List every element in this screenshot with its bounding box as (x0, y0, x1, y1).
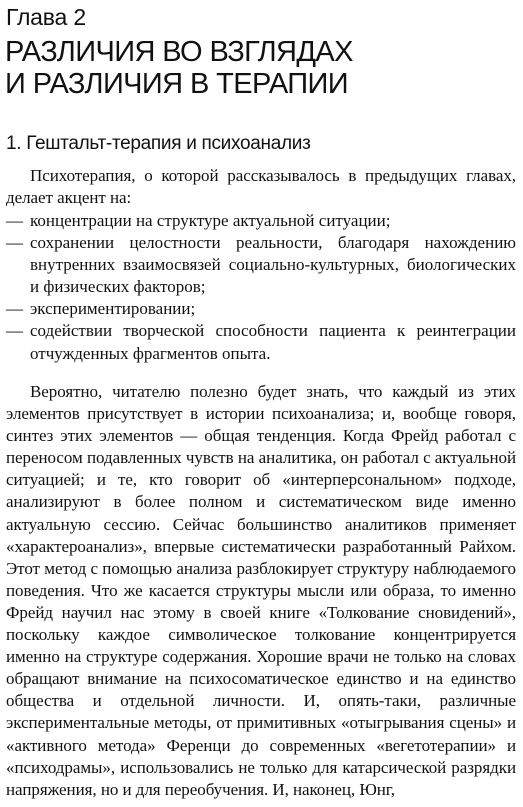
list-dash: — (6, 211, 23, 230)
list-dash: — (6, 321, 23, 341)
chapter-title-line-1: РАЗЛИЧИЯ ВО ВЗГЛЯДАХ (5, 36, 353, 68)
intro-paragraph (6, 165, 516, 209)
list-item (6, 298, 516, 320)
list-item-text: экспериментировании; (30, 299, 196, 319)
list-dash: — (6, 299, 23, 319)
list-item (6, 232, 516, 298)
list-item (6, 320, 516, 364)
list-dash: — (6, 233, 23, 253)
intro-text: Психотерапия, о которой рассказывалось в предыдущих главах, делает акцент на: (6, 166, 516, 208)
list-item-text: концентрации на структуре актуальной ситуации; (30, 211, 391, 230)
chapter-title (5, 36, 353, 100)
main-paragraph (6, 381, 516, 801)
list-item (6, 210, 516, 232)
chapter-title-line-2: И РАЗЛИЧИЯ В ТЕРАПИИ (5, 68, 348, 100)
section-title: 1. Гештальт-терапия и психоанализ (6, 133, 311, 154)
list-item-text: содействии творческой способности пациента к реинтеграции отчужденных фрагментов опыта. (30, 321, 516, 363)
list-item-text: сохранении целостности реальности, благодаря нахождению внутренних взаимосвязей социально-культурных, биологических и физических факторов; (30, 233, 516, 297)
main-paragraph-text: Вероятно, читателю полезно будет знать, что каждый из этих элементов присутствует в истории психоанализа; и, вообще говоря, синтез этих элементов — общая тенденция. Когда Фрейд работал с переносом подавленных чувств на аналитика, он работал с актуальной ситуацией; и те, кто говорит об «интерперсональном» подходе, анализируют в более полном и систематическом виде именно актуальную сессию. Сейчас большинство аналитиков применяет «характероанализ», впервые систематически разработанный Райхом. Этот метод с помощью анализа разблокирует структуру наблюдаемого поведения. Что же касается структуры мысли или образа, то именно Фрейд научил нас этому в своей книге «Толкование сновидений», поскольку каждое символическое толкование концентрируется именно на структуре содержания. Хорошие врачи не только на словах обращают внимание на психосоматическое единство и на единство общества и отдельной личности. И, опять-таки, различные экспериментальные методы, от примитивных «отыгрывания сцены» и «активного метода» Ференци до современных «вегетотерапии» и «психодрамы», использовались не только для катарсической разрядки напряжения, но и для переобучения. И, наконец, Юнг, (6, 382, 516, 799)
emphasis-list (6, 210, 516, 365)
chapter-label: Глава 2 (6, 4, 86, 30)
